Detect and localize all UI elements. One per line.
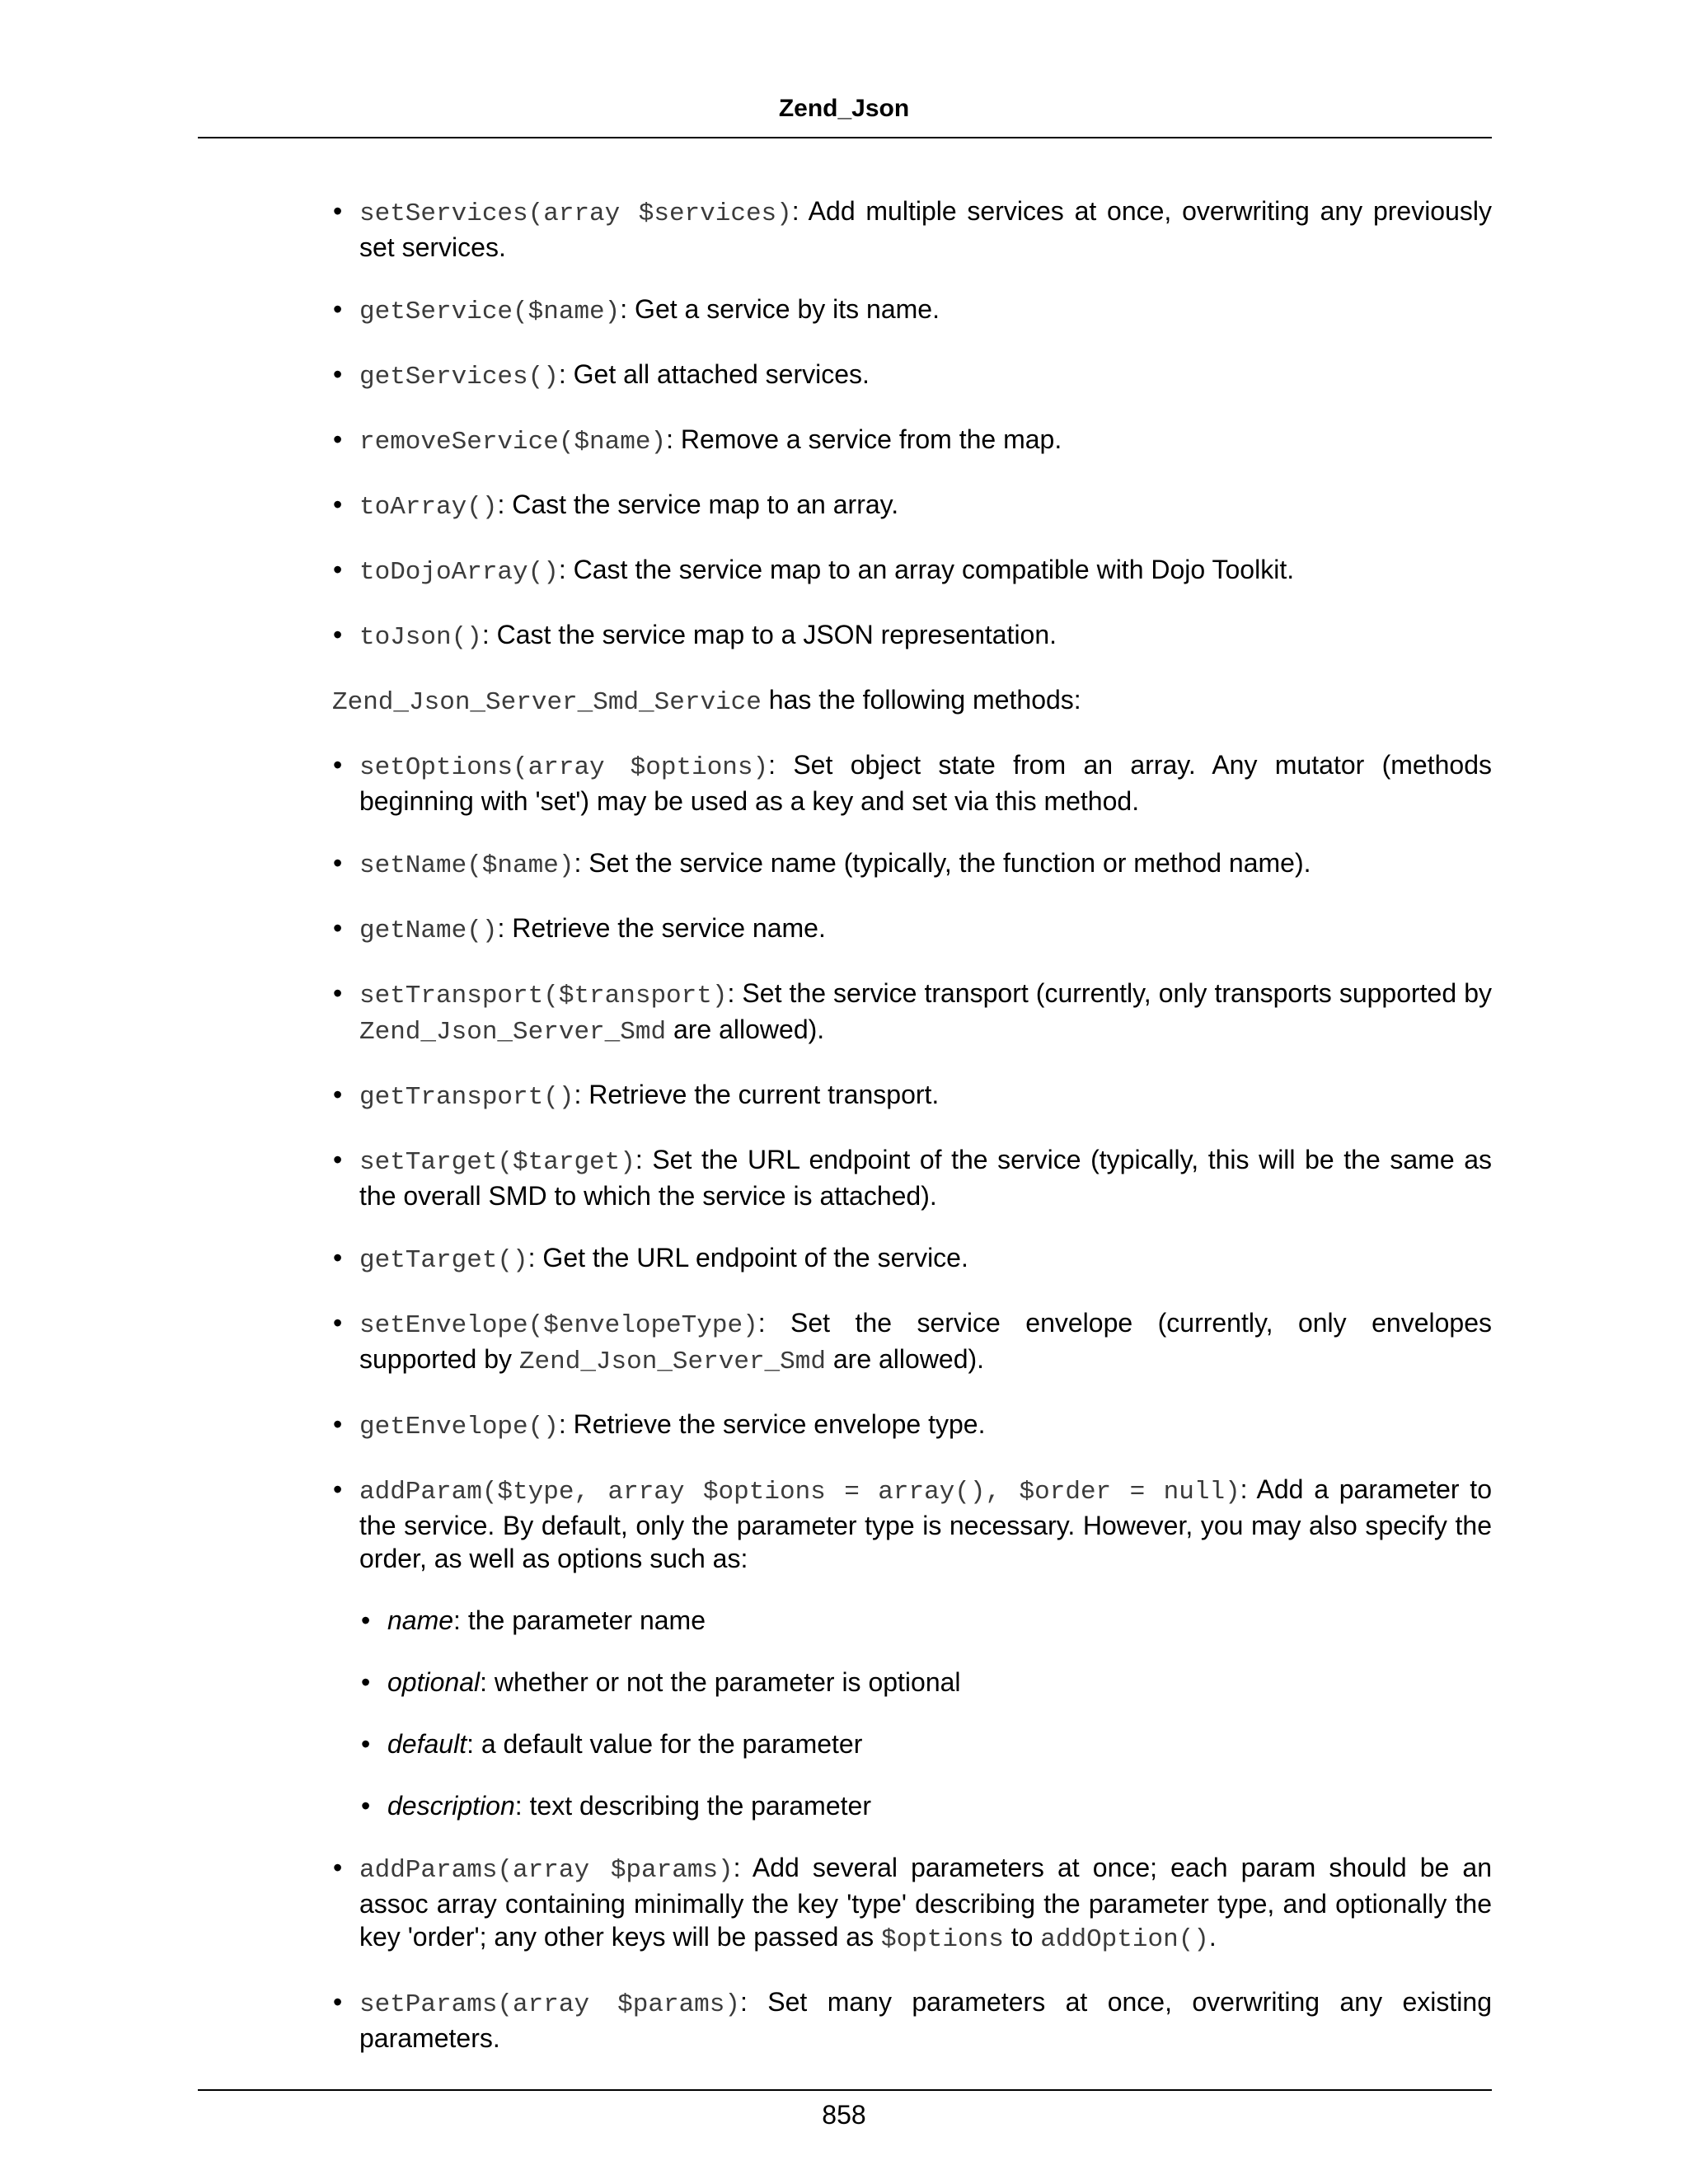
method-signature: setServices(array $services): [359, 199, 792, 228]
inline-code: addOption(): [1040, 1925, 1209, 1954]
option-description: : text describing the parameter: [514, 1791, 871, 1821]
method-description: : Get all attached services.: [558, 359, 870, 389]
method-description: : Set the service envelope (currently, only envelopes supported by: [359, 1308, 1492, 1374]
method-description: : Set many parameters at once, overwriting any existing parameters.: [359, 1987, 1492, 2053]
method-signature: getTransport(): [359, 1083, 574, 1112]
method-description-end: are allowed).: [825, 1344, 985, 1374]
page-number: 858: [822, 2100, 866, 2130]
header-rule: [198, 137, 1492, 138]
method-signature: setName($name): [359, 851, 574, 880]
class-name: Zend_Json_Server_Smd_Service: [332, 688, 762, 717]
class-name: Zend_Json_Server_Smd: [359, 1018, 667, 1047]
list-item: [359, 293, 1492, 329]
list-item: [359, 1143, 1492, 1212]
method-signature: getEnvelope(): [359, 1413, 559, 1441]
method-signature: setTransport($transport): [359, 982, 728, 1010]
method-signature: setEnvelope($envelopeType): [359, 1311, 758, 1340]
page-content: [332, 194, 1492, 2083]
service-methods-list: [359, 748, 1492, 2055]
method-description: : Add multiple services at once, overwriting any previously set services.: [359, 196, 1493, 262]
method-description: : Add a parameter to the service. By default, only the parameter type is necessary. However, you may also specify the order, as well as options such as:: [359, 1474, 1492, 1573]
option-term: name: [387, 1605, 454, 1635]
method-description: : Set the service name (typically, the function or method name).: [574, 848, 1311, 878]
method-signature: setParams(array $params): [359, 1990, 740, 2019]
intro-text: has the following methods:: [761, 685, 1081, 715]
list-item: [359, 1851, 1492, 1957]
list-item: [359, 846, 1492, 883]
list-item: [359, 358, 1492, 394]
service-intro-paragraph: [332, 683, 1492, 719]
option-description: : whether or not the parameter is optional: [480, 1667, 961, 1697]
method-description: : Set the URL endpoint of the service (typically, this will be the same as the overall SMD to which the service is attached).: [359, 1145, 1492, 1211]
list-item: [359, 1078, 1492, 1114]
list-item: [359, 1473, 1492, 1822]
option-description: : a default value for the parameter: [467, 1729, 863, 1759]
list-item: [387, 1604, 1492, 1637]
list-item: [359, 553, 1492, 589]
list-item: [359, 194, 1492, 264]
method-description: : Remove a service from the map.: [666, 424, 1062, 454]
method-description: : Retrieve the current transport.: [574, 1080, 940, 1109]
method-description-end: are allowed).: [666, 1015, 825, 1044]
method-signature: addParams(array $params): [359, 1856, 734, 1885]
list-item: [359, 1306, 1492, 1379]
param-options-list: [387, 1604, 1492, 1822]
option-term: default: [387, 1729, 467, 1759]
method-signature: toJson(): [359, 623, 482, 652]
option-term: description: [387, 1791, 515, 1821]
method-description: : Retrieve the service name.: [497, 913, 826, 943]
method-description: : Set object state from an array. Any mutator (methods beginning with 'set') may be used as a key and set via this method.: [359, 750, 1493, 816]
method-description: : Cast the service map to an array compatible with Dojo Toolkit.: [558, 555, 1295, 584]
page-header-title: Zend_Json: [778, 95, 910, 122]
footer-rule: [198, 2089, 1492, 2091]
class-name: Zend_Json_Server_Smd: [518, 1347, 826, 1376]
method-signature: getTarget(): [359, 1246, 528, 1275]
method-signature: toArray(): [359, 493, 498, 522]
list-item: [359, 423, 1492, 459]
service-map-methods-list: [359, 194, 1492, 654]
method-description: : Cast the service map to an array.: [497, 490, 899, 519]
list-item: [359, 618, 1492, 654]
method-signature: setTarget($target): [359, 1148, 635, 1177]
option-description: : the parameter name: [453, 1605, 706, 1635]
list-item: [359, 912, 1492, 948]
method-signature: removeService($name): [359, 428, 667, 457]
method-description-mid: to: [1003, 1922, 1041, 1952]
method-description: : Retrieve the service envelope type.: [558, 1409, 986, 1439]
method-description: : Cast the service map to a JSON representation.: [481, 620, 1057, 649]
list-item: [359, 1985, 1492, 2055]
method-signature: getService($name): [359, 298, 621, 326]
method-signature: getName(): [359, 916, 498, 945]
method-description: : Get the URL endpoint of the service.: [528, 1243, 968, 1272]
list-item: [387, 1666, 1492, 1699]
method-signature: addParam($type, array $options = array(), $order = null): [359, 1478, 1240, 1507]
list-item: [359, 1408, 1492, 1444]
list-item: [359, 748, 1492, 818]
option-term: optional: [387, 1667, 481, 1697]
method-description-end: .: [1208, 1922, 1217, 1952]
list-item: [359, 1241, 1492, 1277]
list-item: [359, 977, 1492, 1049]
method-signature: getServices(): [359, 363, 559, 391]
method-description: : Get a service by its name.: [620, 294, 940, 324]
inline-code: $options: [880, 1925, 1004, 1954]
method-signature: toDojoArray(): [359, 558, 559, 587]
method-description: : Set the service transport (currently, only transports supported by: [727, 978, 1492, 1008]
list-item: [387, 1727, 1492, 1760]
list-item: [359, 488, 1492, 524]
method-signature: setOptions(array $options): [359, 753, 769, 782]
method-description: : Add several parameters at once; each param should be an assoc array containing minimally the key 'type' describing the parameter type, and optionally the key 'order'; any other keys will be passed as: [359, 1853, 1492, 1952]
list-item: [387, 1789, 1492, 1822]
